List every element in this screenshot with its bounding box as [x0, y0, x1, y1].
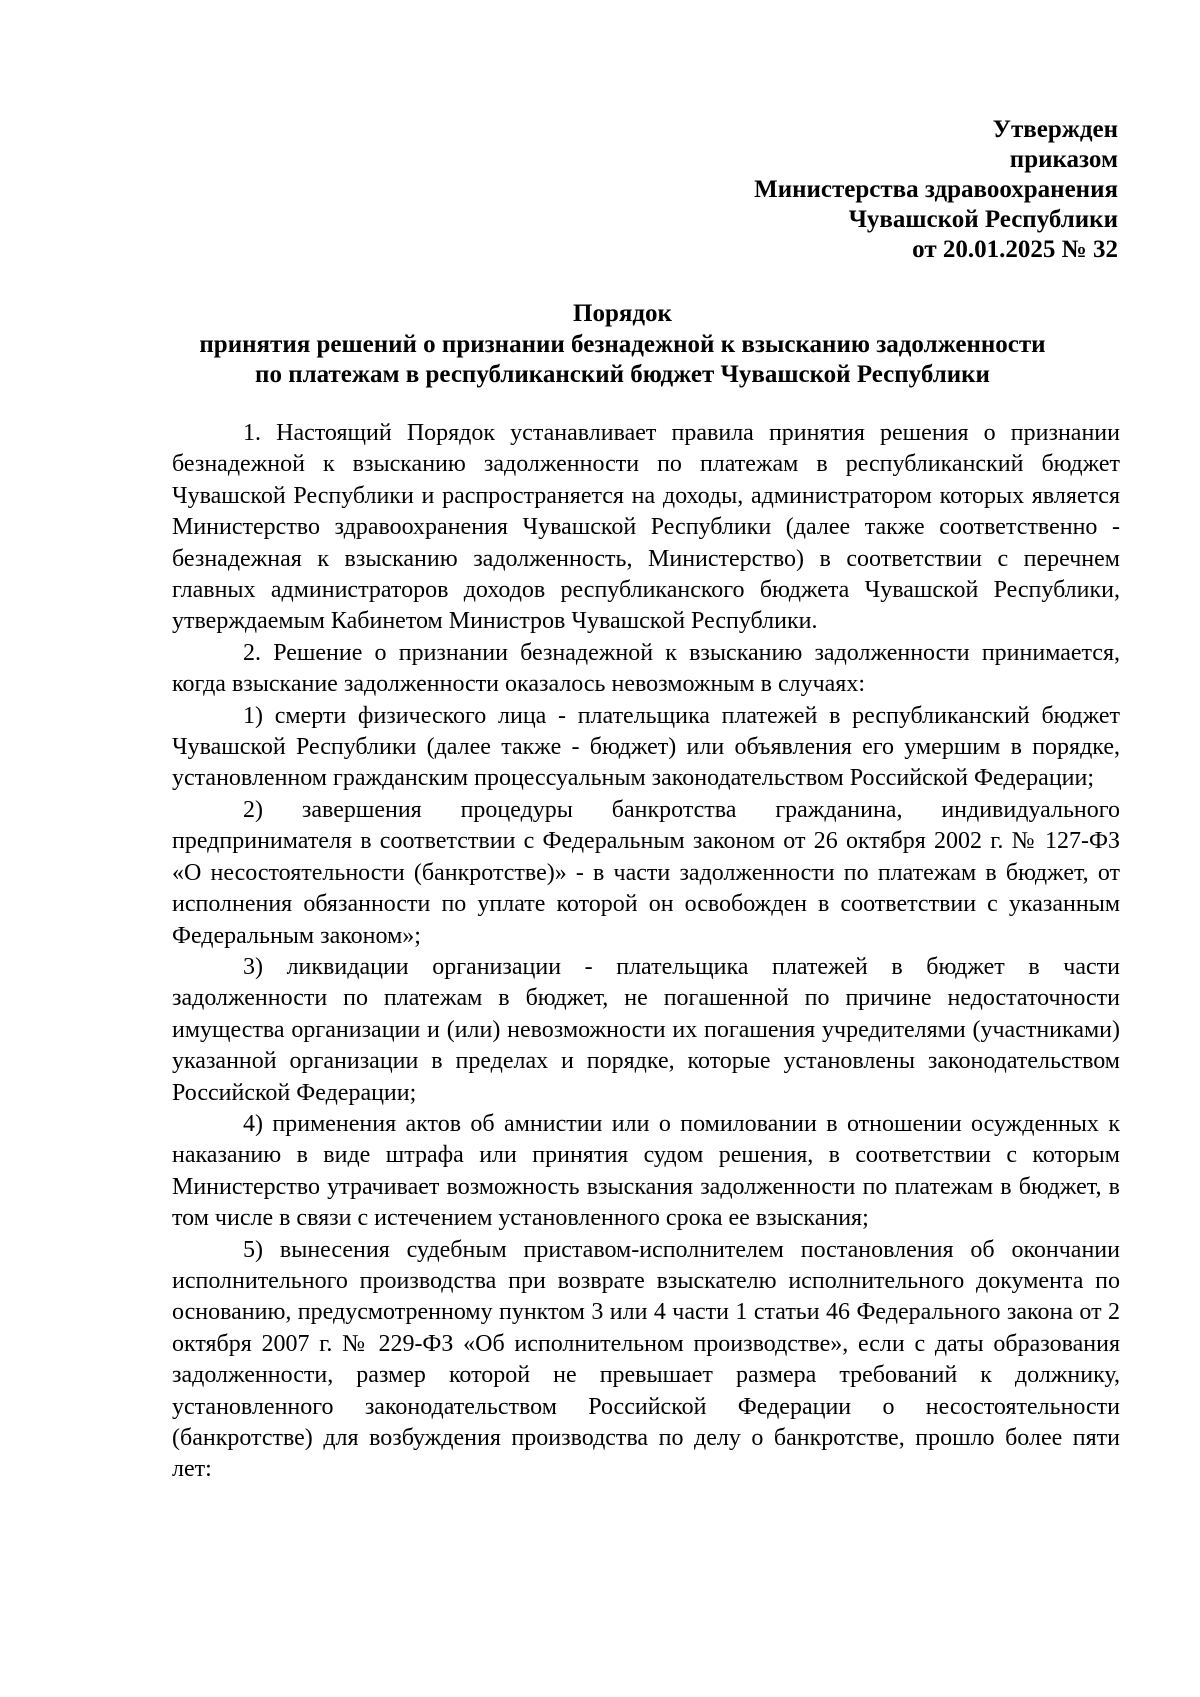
- approval-stamp-block: [754, 115, 1118, 265]
- approval-date-line: от 20.01.2025 № 32: [912, 236, 1118, 263]
- paragraph-2: 2. Решение о признании безнадежной к взысканию задолженности принимается, когда взыскание задолженности оказалось невозможным в случаях:: [172, 639, 1120, 698]
- approval-line: Министерства здравоохранения: [754, 176, 1118, 203]
- approval-line: Утвержден: [992, 116, 1118, 143]
- list-item-3: 3) ликвидации организации - плательщика платежей в бюджет в части задолженности по платежам в бюджет, не погашенной по причине недостаточности имущества организации и (или) невозможности их погашения учредителями (участниками) указанной организации в пределах и порядке, которые установлены законодательством Российской Федерации;: [172, 953, 1120, 1106]
- title-line: принятия решений о признании безнадежной к взысканию задолженности: [199, 330, 1046, 358]
- list-item-1: 1) смерти физического лица - плательщика платежей в республиканский бюджет Чувашской Республики (далее также - бюджет) или объявления его умершим в порядке, установленном гражданским процессуальным законодательством Российской Федерации;: [172, 702, 1120, 792]
- approval-line: приказом: [1009, 146, 1118, 173]
- title-line: Порядок: [573, 300, 672, 327]
- document-body: [172, 418, 1120, 1486]
- list-item-2: 2) завершения процедуры банкротства гражданина, индивидуального предпринимателя в соответствии с Федеральным законом от 26 октября 2002 г. № 127-ФЗ «О несостоятельности (банкротстве)» - в части задолженности по платежам в бюджет, от исполнения обязанности по уплате которой он освобожден в соответствии с указанным Федеральным законом»;: [172, 796, 1120, 949]
- title-line: по платежам в республиканский бюджет Чувашской Республики: [255, 361, 990, 388]
- paragraph-1: 1. Настоящий Порядок устанавливает правила принятия решения о признании безнадежной к взысканию задолженности по платежам в республиканский бюджет Чувашской Республики и распространяется на доходы, администратором которых является Министерство здравоохранения Чувашской Республики (далее также соответственно - безнадежная к взысканию задолженность, Министерство) в соответствии с перечнем главных администраторов доходов республиканского бюджета Чувашской Республики, утверждаемым Кабинетом Министров Чувашской Республики.: [172, 420, 1120, 635]
- list-item-5: 5) вынесения судебным приставом-исполнителем постановления об окончании исполнительного производства при возврате взыскателю исполнительного документа по основанию, предусмотренному пунктом 3 или 4 части 1 статьи 46 Федерального закона от 2 октября 2007 г. № 229-ФЗ «Об исполнительном производстве», если с даты образования задолженности, размер которой не превышает размера требований к должнику, установленного законодательством Российской Федерации о несостоятельности (банкротстве) для возбуждения производства по делу о банкротстве, прошло более пяти лет:: [172, 1236, 1120, 1483]
- approval-line: Чувашской Республики: [848, 206, 1118, 233]
- document-title: [150, 299, 1095, 391]
- list-item-4: 4) применения актов об амнистии или о помиловании в отношении осужденных к наказанию в виде штрафа или принятия судом решения, в соответствии с которым Министерство утрачивает возможность взыскания задолженности по платежам в бюджет, в том числе в связи с истечением установленного срока ее взыскания;: [172, 1110, 1120, 1232]
